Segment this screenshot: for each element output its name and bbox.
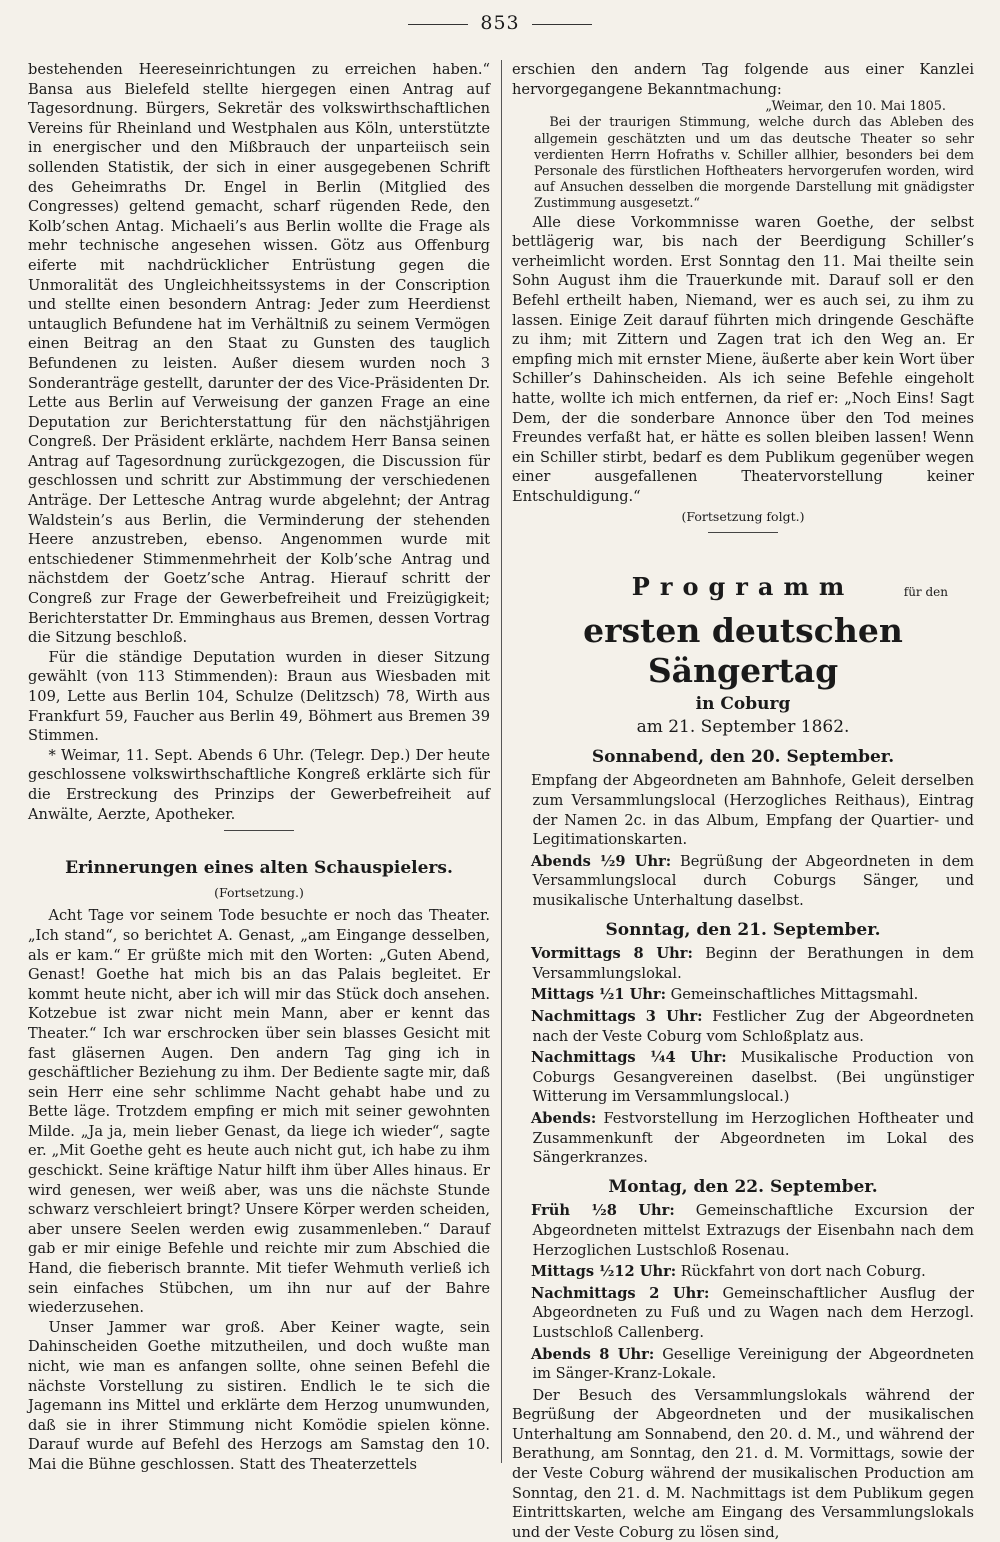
program-entry: Nachmittags 2 Uhr: Gemeinschaftlicher Ausflug der Abgeordneten zu Fuß und zu Wagen nach dem Herzogl. Lustschloß Callenberg. xyxy=(530,1284,974,1341)
section-separator xyxy=(224,830,294,831)
day-heading-sunday: Sonntag, den 21. September. xyxy=(605,919,881,940)
continued-note: (Fortsetzung folgt.) xyxy=(681,508,805,524)
memoir-paragraph: Alle diese Vorkommnisse waren Goethe, der selbst bettlägerig war, bis nach der Beerdigung Schiller’s verheimlicht worden. Erst Sonntag den 11. Mai theilte sein Sohn August ihm die Trauerkunde mit. Darauf soll er den Befehl ertheilt haben, Niemand, wer es auch sei, zu ihm zu lassen. Einige Zeit darauf führten mich dringende Geschäfte zu ihm; mit Zittern und Zagen trat ich den Weg an. Er empfing mich mit ernster Miene, äußerte aber kein Wort über Schiller’s Dahinscheiden. Als ich seine Befehle eingeholt hatte, wollte ich mich entfernen, da rief er: „Noch Eins! Sagt Dem, der die sonderbare Annonce über den Tod meines Freundes verfaßt hat, er hätte es sollen bleiben lassen! Wenn ein Schiller stirbt, bedarf es dem Publikum gegenüber wegen einer ausgefallenen Theatervorstellung keiner Entschuldigung.“ xyxy=(512,213,974,505)
program-entry: Früh ½8 Uhr: Gemeinschaftliche Excursion der Abgeordneten mittelst Extrazugs der Eisenbahn nach dem Herzoglichen Lustschloß Rosenau. xyxy=(530,1202,975,1259)
program-for-label: für den xyxy=(903,585,948,600)
quote-dateline: „Weimar, den 10. Mai 1805. xyxy=(765,99,946,115)
memoir-paragraph: Acht Tage vor seinem Tode besuchte er noch das Theater. „Ich stand“, so berichtet A. Genast, „am Eingange desselben, als er kam.“ Er grüßte mich mit den Worten: „Guten Abend, Genast! Goethe hat mich bis an das Palais begleitet. Er kommt heute nicht, aber ich will mir das Stück doch ansehen. Kotzebue ist zwar nicht mein Mann, aber er kennt das Theater.“ Ich war erschrocken über sein blasses Gesicht mit fast gläsernen Augen. Den andern Tag ging ich in geschäftlicher Beziehung zu ihm. Der Bediente sagte mir, daß sein Herr eine sehr schlimme Nacht gehabt habe und zu Bette läge. Trotzdem empfing er mich mit seiner gewohnten Milde. „Ja ja, mein lieber Genast, da liege ich wieder“, sagte er. „Mit Goethe geht es heute auch nicht gut, ich habe zu ihm geschickt. Seine kräftige Natur hilft ihm über Alles hinaus. Er wird genesen, wer weiß aber, was uns die nächste Stunde schwarz verschleiert bringt? Unsere Körper werden scheiden, aber unsere Seelen werden ewig zusammenleben.“ Darauf gab er mir einige Befehle und reichte mir zum Abschied die Hand, die fieberisch brannte. Mit tiefer Wehmuth verließ ich sein einfaches Stübchen, um ihn nur auf der Bahre wiederzusehen. xyxy=(28,907,490,1317)
memoir-paragraph: Unser Jammer war groß. Aber Keiner wagte, sein Dahinscheiden Goethe mitzutheilen, und doch wußte man nicht, wie man es anfangen sollte, ohne seinen Befehl die nächste Vorstellung zu sistiren. Endlich le te sich die Jagemann ins Mittel und erklärte dem Herzog unumwunden, daß sie in ihrer Stimmung nicht Komödie spielen könne. Darauf wurde auf Befehl des Herzogs am Samstag den 10. Mai die Bühne geschlossen. Statt des Theaterzettels xyxy=(28,1318,490,1473)
program-entry: Abends 8 Uhr: Gesellige Vereinigung der Abgeordneten im Sänger-Kranz-Lokale. xyxy=(530,1345,975,1383)
program-entry: Nachmittags 3 Uhr: Festlicher Zug der Abgeordneten nach der Veste Coburg vom Schloßplatz aus. xyxy=(530,1008,975,1045)
memoir-heading: Erinnerungen eines alten Schauspielers. xyxy=(65,858,453,879)
program-title: ersten deutschen Sängertag xyxy=(583,610,903,690)
program-entry: Mittags ½1 Uhr: Gemeinschaftliches Mittagsmahl. xyxy=(530,986,919,1004)
page-number-rule-right xyxy=(532,24,592,25)
program-heading: Programm für den xyxy=(631,572,948,602)
program-entry: Empfang der Abgeordneten am Bahnhofe, Geleit derselben zum Versammlungslocal (Herzogliches Reithaus), Eintrag der Namen 2c. in das Album, Empfang der Quartier- und Legitimationskarten. xyxy=(530,772,974,849)
program-date: am 21. September 1862. xyxy=(636,717,850,738)
section-separator xyxy=(708,532,778,533)
quote-text: Bei der traurigen Stimmung, welche durch das Ableben des allgemein geschätzten und um das deutsche Theater so sehr verdienten Herrn Hofraths v. Schiller allhier, besonders bei dem Personale des fürstlichen Hoftheaters hervorgerufen worden, wird auf Ansuchen desselben die morgende Darstellung mit gnädigster Zustimmung ausgesetzt.“ xyxy=(534,115,974,212)
announcement-quote xyxy=(512,99,974,212)
left-column xyxy=(28,60,490,1473)
program-entry: Abends ½9 Uhr: Begrüßung der Abgeordneten in dem Versammlungslocal durch Coburgs Sänger, und musikalische Unterhaltung daselbst. xyxy=(530,852,974,910)
deputation-paragraph: Für die ständige Deputation wurden in dieser Sitzung gewählt (von 113 Stimmenden): Braun aus Wiesbaden mit 109, Lette aus Berlin 104, Schulze (Delitzsch) 78, Wirth aus Frankfurt 59, Faucher aus Berlin 49, Böhmert aus Bremen 39 Stimmen. xyxy=(28,648,490,745)
memoir-continuation-note: (Fortsetzung.) xyxy=(214,884,304,900)
program-entry: Vormittags 8 Uhr: Beginn der Berathungen in dem Versammlungslokal. xyxy=(530,945,975,982)
program-closing-paragraph: Der Besuch des Versammlungslokals während der Begrüßung der Abgeordneten und der musikalischen Unterhaltung am Sonnabend, den 20. d. M., und während der Berathung, am Sonntag, den 21. d. M. Vormittags, sowie der der Veste Coburg während der musikalischen Production am Sonntag, den 21. d. M. Nachmittags ist dem Publikum gegen Eintrittskarten, welche am Eingang des Versammlungslokals und der Veste Coburg zu lösen sind, xyxy=(512,1386,974,1541)
telegram-paragraph: * Weimar, 11. Sept. Abends 6 Uhr. (Telegr. Dep.) Der heute geschlossene volkswirthschaftliche Kongreß erklärte sich für die Erstreckung des Prinzips der Gewerbefreiheit auf Anwälte, Aerzte, Apotheker. xyxy=(28,746,490,823)
day-heading-saturday: Sonnabend, den 20. September. xyxy=(591,746,895,767)
column-divider xyxy=(501,60,502,1463)
right-column xyxy=(512,60,975,1541)
day-heading-monday: Montag, den 22. September. xyxy=(608,1176,878,1197)
announcement-intro: erschien den andern Tag folgende aus einer Kanzlei hervorgegangene Bekanntmachung: xyxy=(512,61,974,98)
program-entry: Mittags ½12 Uhr: Rückfahrt von dort nach Coburg. xyxy=(530,1263,926,1281)
page-number-rule-left xyxy=(408,24,468,25)
program-place: in Coburg xyxy=(695,693,791,714)
program-entry: Nachmittags ¼4 Uhr: Musikalische Production von Coburgs Gesangvereinen daselbst. (Bei ungünstiger Witterung im Versammlungslocal.) xyxy=(530,1049,974,1106)
program-entry: Abends: Festvorstellung im Herzoglichen Hoftheater und Zusammenkunft der Abgeordneten im Lokal des Sängerkranzes. xyxy=(530,1109,974,1167)
congress-report-paragraph: bestehenden Heereseinrichtungen zu erreichen haben.“ Bansa aus Bielefeld stellte hiergegen einen Antrag auf Tagesordnung. Bürgers, Sekretär des volkswirthschaftlichen Vereins für Rheinland und Westphalen aus Köln, unterstützte in energischer und den Mißbrauch der unparteiisch sein sollenden Statistik, der sich in einer ausgegebenen Schrift des Geheimraths Dr. Engel in Berlin (Mitglied des Congresses) geltend gemacht, scharf rügenden Rede, den Kolb’schen Antag. Michaeli’s aus Berlin wollte die Frage als mehr technische angesehen wissen. Götz aus Offenburg eiferte mit nachdrücklicher Entrüstung gegen die Unmoralität des Ungleichheitssystems in der Conscription und stellte einen besondern Antrag: Jeder zum Heerdienst untauglich Befundene hat im Verhältniß zu seinem Vermögen einen Beitrag an den Staat zu Gunsten des tauglich Befundenen zu leisten. Außer diesem wurden noch 3 Sonderanträge gestellt, darunter der des Vice-Präsidenten Dr. Lette aus Berlin auf Verweisung der ganzen Frage an eine Deputation zur Berichterstattung für den nächstjährigen Congreß. Der Präsident erklärte, nachdem Herr Bansa seinen Antrag auf Tagesordnung zurückgezogen, die Discussion für geschlossen und schritt zur Abstimmung der verschiedenen Anträge. Der Lettesche Antrag wurde abgelehnt; der Antrag Waldstein’s aus Berlin, die Verminderung der stehenden Heere anzustreben, ebenso. Angenommen wurde mit entschiedener Stimmenmehrheit der Kolb’sche Antrag und nächstdem der Goetz’sche Antrag. Hierauf schritt der Congreß zur Frage der Gewerbefreiheit und Freizügigkeit; Berichterstatter Dr. Emminghaus aus Bremen, dessen Vortrag die Sitzung beschloß. xyxy=(28,61,490,647)
page-number: 853 xyxy=(0,12,1000,34)
